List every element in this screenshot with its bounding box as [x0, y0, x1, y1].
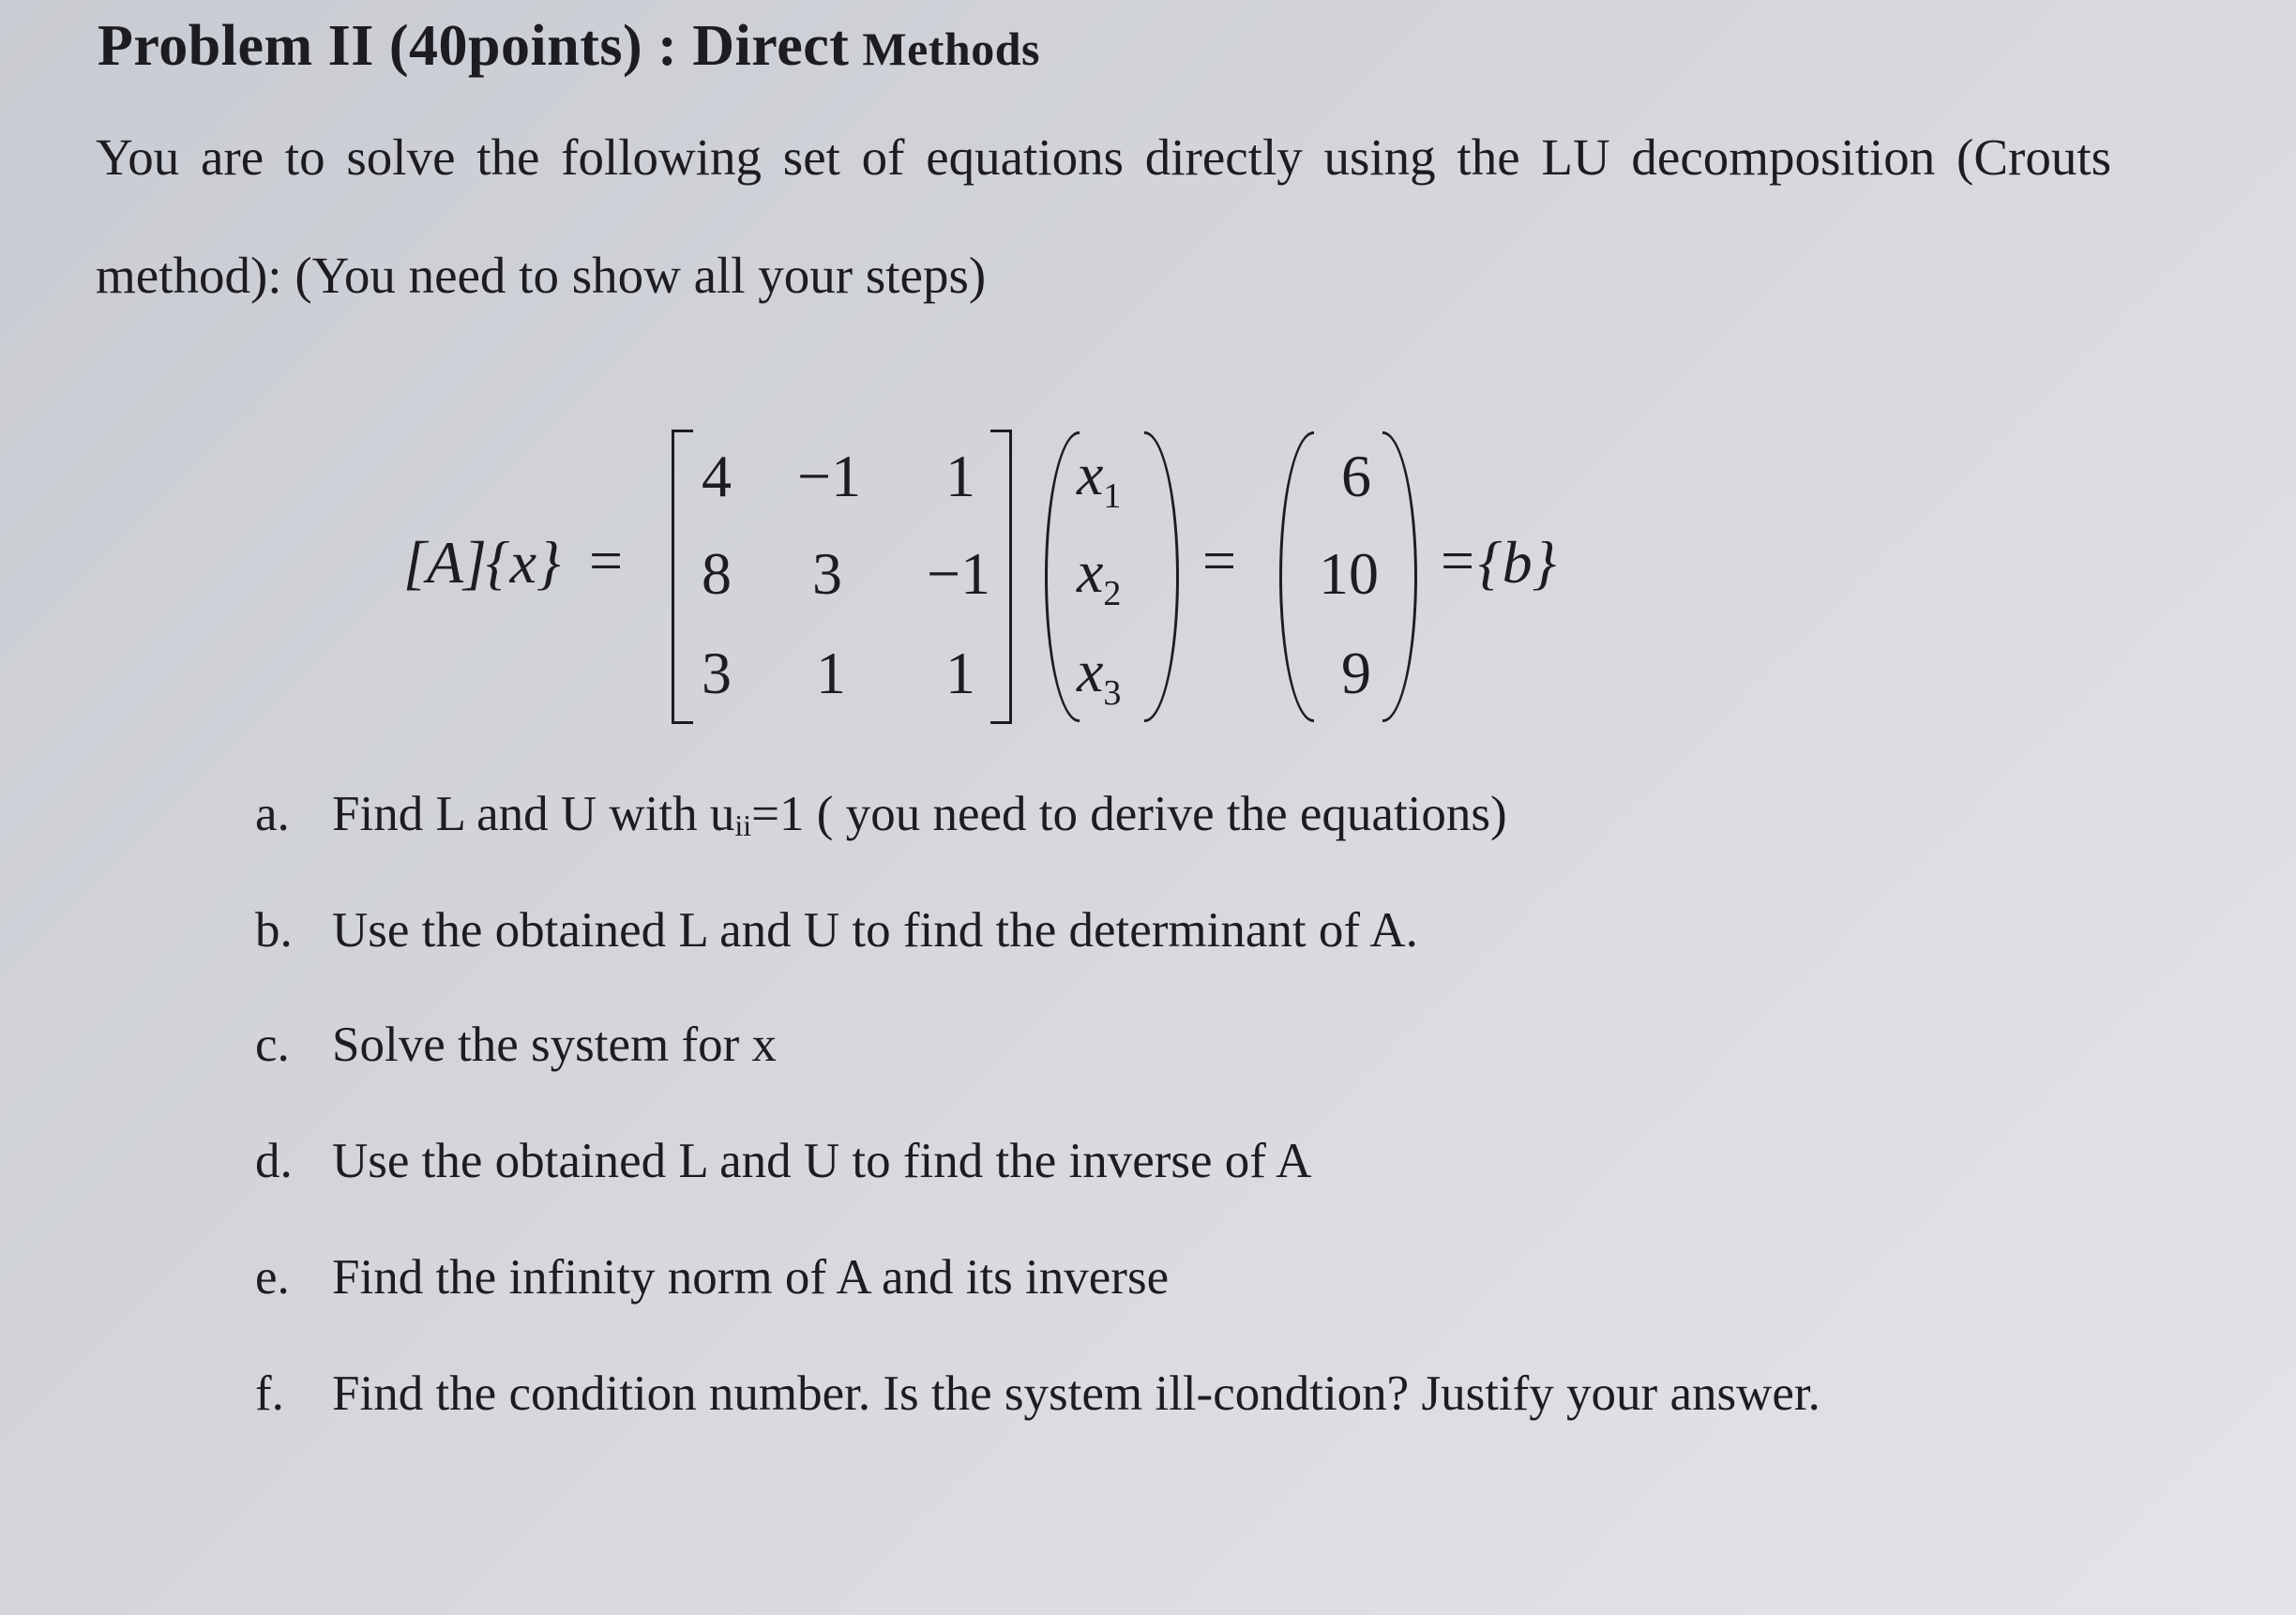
matrix-entry-2-2: 3	[812, 540, 842, 607]
matrix-entry-3-3: 1	[945, 640, 975, 706]
question-b-text: Use the obtained L and U to find the determinant of A.	[332, 903, 1418, 958]
x-vector-entry-1: $x_1$	[1077, 441, 1122, 516]
question-f-text: Find the condition number. Is the system ill-condtion? Justify your answer.	[332, 1366, 1820, 1421]
matrix-entry-3-2: 1	[816, 640, 846, 706]
problem-title	[98, 13, 1040, 80]
question-e-label: e.	[255, 1250, 290, 1305]
intro-line-1: You are to solve the following set of equations directly using the LU decomposition (Crouts	[96, 128, 2112, 186]
b-vector-entry-2: 10	[1319, 540, 1379, 607]
matrix-entry-1-2: −1	[797, 443, 862, 509]
question-a	[255, 786, 1507, 843]
question-f	[255, 1366, 1820, 1422]
x-vector-entry-2: $x_2$	[1077, 538, 1122, 613]
problem-title-main: Problem II (40points) : Direct	[98, 14, 850, 78]
question-a-text-start: Find L and U with u	[332, 787, 735, 841]
equals-sign-2: =	[1202, 527, 1237, 594]
lhs-vector-x: {x}	[486, 529, 561, 596]
matrix-entry-2-1: 8	[702, 540, 732, 607]
intro-line-2: method): (You need to show all your steps)	[96, 247, 987, 304]
question-c-label: c.	[255, 1018, 290, 1072]
b-vector-right-brace	[1382, 431, 1417, 722]
question-e-text: Find the infinity norm of A and its inverse	[332, 1250, 1170, 1305]
question-a-label: a.	[255, 787, 290, 841]
equals-sign-1: =	[589, 527, 624, 594]
rhs-vector-b: {b}	[1478, 529, 1557, 596]
x-vector-left-brace	[1045, 431, 1080, 722]
b-vector-entry-1: 6	[1341, 443, 1371, 509]
matrix-equation	[403, 420, 1557, 739]
matrix-left-bracket	[672, 430, 693, 724]
question-b	[255, 902, 1418, 958]
matrix-entry-3-1: 3	[702, 640, 732, 706]
lhs-matrix-a: [A]	[403, 529, 487, 596]
question-b-label: b.	[255, 903, 293, 958]
question-d-text: Use the obtained L and U to find the inverse of A	[332, 1134, 1312, 1188]
b-vector-left-brace	[1279, 431, 1314, 722]
question-c	[255, 1017, 777, 1073]
question-e	[255, 1249, 1169, 1306]
equals-sign-3: =	[1441, 527, 1475, 594]
question-a-text-end: =1 ( you need to derive the equations)	[751, 787, 1507, 841]
x-vector-entry-3: $x_3$	[1077, 638, 1122, 713]
b-vector-entry-3: 9	[1341, 640, 1371, 706]
question-c-text: Solve the system for x	[332, 1018, 777, 1072]
question-d	[255, 1133, 1312, 1189]
x-vector-right-brace	[1144, 431, 1179, 722]
question-d-label: d.	[255, 1134, 293, 1188]
problem-title-tail: Methods	[862, 23, 1040, 75]
question-a-subscript: ii	[734, 808, 752, 842]
matrix-entry-1-3: 1	[945, 443, 975, 509]
matrix-right-bracket	[990, 430, 1012, 724]
question-f-label: f.	[255, 1366, 284, 1421]
matrix-entry-1-1: 4	[702, 443, 732, 509]
matrix-entry-2-3: −1	[927, 540, 991, 607]
